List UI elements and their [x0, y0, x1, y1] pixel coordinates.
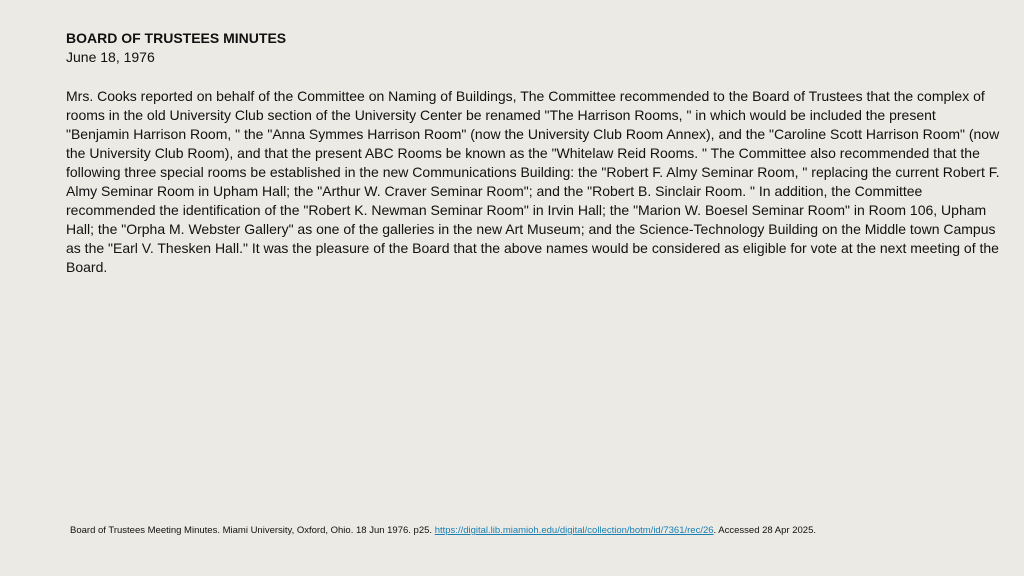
- citation-suffix: . Accessed 28 Apr 2025.: [713, 525, 816, 536]
- document-title: BOARD OF TRUSTEES MINUTES: [66, 30, 287, 46]
- citation-link[interactable]: https://digital.lib.miamioh.edu/digital/collection/botm/id/7361/rec/26: [434, 525, 714, 536]
- document-date: June 18, 1976: [66, 49, 155, 65]
- citation: [70, 524, 990, 537]
- citation-prefix: Board of Trustees Meeting Minutes. Miami University, Oxford, Ohio. 18 Jun 1976. p25.: [70, 525, 435, 536]
- minutes-paragraph: Mrs. Cooks reported on behalf of the Committee on Naming of Buildings, The Committee recommended to the Board of Trustees that the complex of rooms in the old University Club section of the University Center be renamed "The Harrison Rooms, " in which would be included the present "Benjamin Harrison Room, " the "Anna Symmes Harrison Room" (now the University Club Room Annex), and the "Caroline Scott Harrison Room" (now the University Club Room), and that the present ABC Rooms be known as the "Whitelaw Reid Rooms. " The Committee also recommended that the following three special rooms be established in the new Communications Building: the "Robert F. Almy Seminar Room, " replacing the current Robert F. Almy Seminar Room in Upham Hall; the "Arthur W. Craver Seminar Room"; and the "Robert B. Sinclair Room. " In addition, the Committee recommended the identification of the "Robert K. Newman Seminar Room" in Irvin Hall; the "Marion W. Boesel Seminar Room" in Room 106, Upham Hall; the "Orpha M. Webster Gallery" as one of the galleries in the new Art Museum; and the Science-Technology Building on the Middle town Campus as the "Earl V. Thesken Hall." It was the pleasure of the Board that the above names would be considered as eligible for vote at the next meeting of the Board.: [66, 88, 1000, 275]
